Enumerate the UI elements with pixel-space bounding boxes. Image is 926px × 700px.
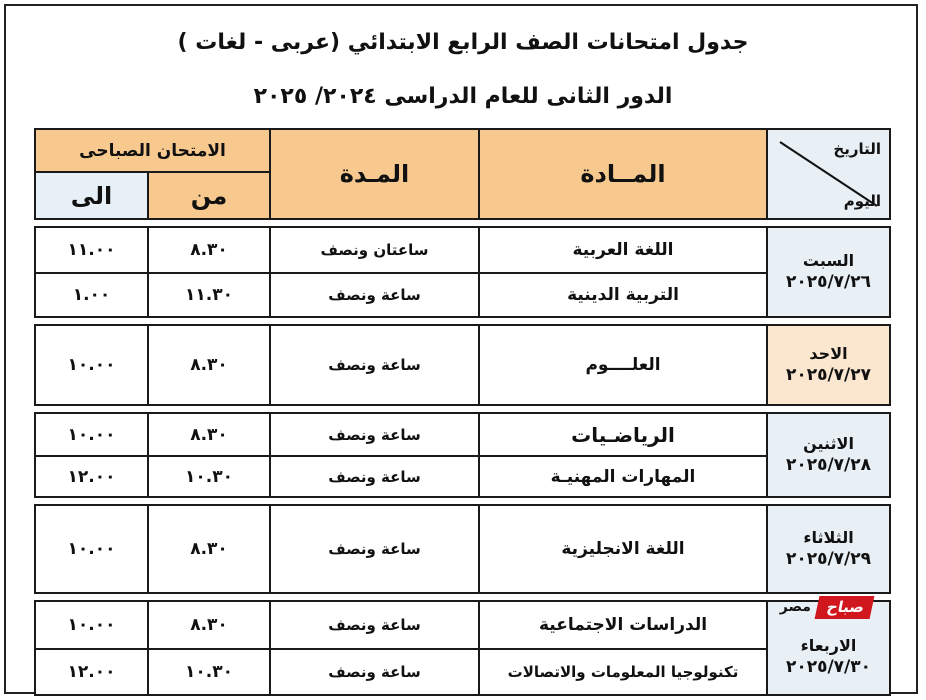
to-cell: ١٠.٠٠	[34, 600, 149, 650]
day-date: ٢٠٢٥/٧/٢٨	[785, 455, 872, 476]
from-cell: ١٠.٣٠	[147, 455, 271, 498]
subject-cell: اللغة الانجليزية	[478, 504, 768, 594]
day-date: ٢٠٢٥/٧/٢٧	[785, 365, 872, 386]
duration-cell: ساعة ونصف	[269, 600, 480, 650]
header-morning-exam: الامتحان الصباحى	[34, 128, 271, 173]
header-date-label: التاريخ	[833, 140, 881, 158]
day-cell-4	[766, 504, 891, 594]
header-to: الى	[34, 171, 149, 220]
header-duration: المـدة	[269, 128, 480, 220]
day-name: السبت	[802, 250, 855, 270]
day-date: ٢٠٢٥/٧/٣٠	[785, 657, 872, 678]
subject-cell: الدراسات الاجتماعية	[478, 600, 768, 650]
from-cell: ٨.٣٠	[147, 600, 271, 650]
day-date: ٢٠٢٥/٧/٢٦	[785, 272, 872, 293]
from-cell: ١١.٣٠	[147, 272, 271, 318]
day-cell-1	[766, 226, 891, 318]
subject-cell: الرياضـيات	[478, 412, 768, 457]
from-cell: ٨.٣٠	[147, 324, 271, 406]
duration-cell: ساعة ونصف	[269, 648, 480, 696]
header-subject: المــادة	[478, 128, 768, 220]
subject-cell: التربية الدينية	[478, 272, 768, 318]
watermark-part1: صباح	[814, 596, 874, 619]
duration-cell: ساعة ونصف	[269, 272, 480, 318]
duration-cell: ساعة ونصف	[269, 455, 480, 498]
day-name: الاثنين	[803, 433, 854, 453]
day-cell-2	[766, 324, 891, 406]
subject-cell: العلــــوم	[478, 324, 768, 406]
document-subtitle: الدور الثانى للعام الدراسى ٢٠٢٤/ ٢٠٢٥	[253, 84, 673, 109]
subject-cell: تكنولوجيا المعلومات والاتصالات	[478, 648, 768, 696]
duration-cell: ساعة ونصف	[269, 412, 480, 457]
duration-cell: ساعة ونصف	[269, 504, 480, 594]
duration-cell: ساعة ونصف	[269, 324, 480, 406]
to-cell: ١١.٠٠	[34, 226, 149, 274]
duration-cell: ساعتان ونصف	[269, 226, 480, 274]
subject-cell: المهارات المهنيـة	[478, 455, 768, 498]
day-cell-3	[766, 412, 891, 498]
subject-cell: اللغة العربية	[478, 226, 768, 274]
document-title: جدول امتحانات الصف الرابع الابتدائي (عربى - لغات )	[177, 30, 749, 55]
to-cell: ١٠.٠٠	[34, 504, 149, 594]
day-name: الاربعاء	[800, 635, 857, 655]
to-cell: ١.٠٠	[34, 272, 149, 318]
watermark-logo	[726, 594, 872, 620]
watermark-part2: مصر	[779, 599, 811, 615]
from-cell: ٨.٣٠	[147, 226, 271, 274]
from-cell: ١٠.٣٠	[147, 648, 271, 696]
to-cell: ١٢.٠٠	[34, 648, 149, 696]
day-date: ٢٠٢٥/٧/٢٩	[785, 549, 872, 570]
from-cell: ٨.٣٠	[147, 412, 271, 457]
header-day-label: اليوم	[843, 192, 881, 210]
to-cell: ١٠.٠٠	[34, 412, 149, 457]
to-cell: ١٢.٠٠	[34, 455, 149, 498]
day-name: الثلاثاء	[803, 527, 854, 547]
to-cell: ١٠.٠٠	[34, 324, 149, 406]
day-name: الاحد	[809, 343, 848, 363]
header-date-day	[766, 128, 891, 220]
from-cell: ٨.٣٠	[147, 504, 271, 594]
header-from: من	[147, 171, 271, 220]
